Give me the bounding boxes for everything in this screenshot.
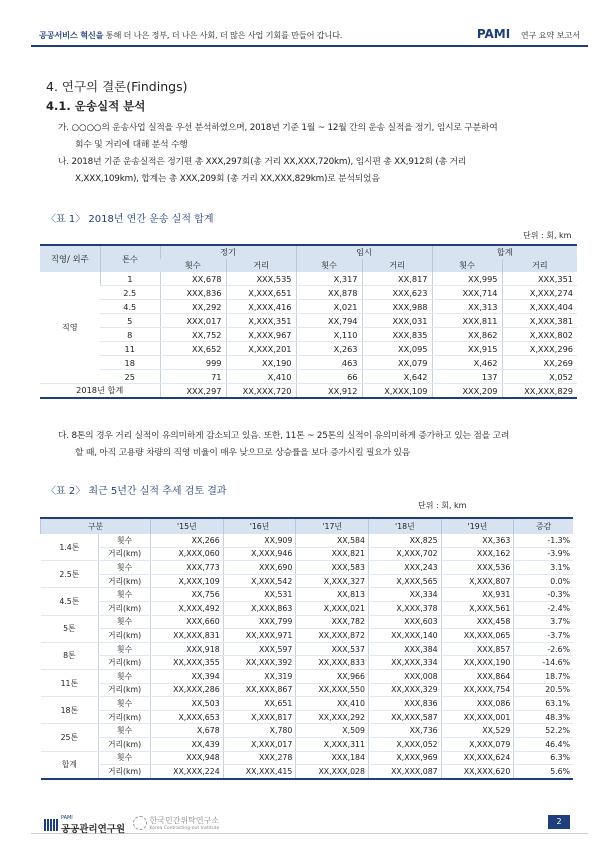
metric-label: 거리(km) bbox=[99, 601, 151, 615]
table-cell: XX,XXX,224 bbox=[151, 765, 224, 779]
table-cell: XXX,857 bbox=[441, 642, 514, 656]
table-cell: 48.3% bbox=[514, 710, 573, 724]
paragraph-da bbox=[58, 428, 509, 462]
table2-unit: 단위 : 회, km bbox=[418, 501, 467, 510]
table-cell: XX,909 bbox=[223, 534, 296, 547]
table-cell: XXX,031 bbox=[362, 314, 432, 328]
table-cell: XX,813 bbox=[296, 588, 369, 602]
table-cell: XX,825 bbox=[368, 534, 441, 547]
table-cell: XX,XXX,001 bbox=[441, 710, 514, 724]
table-row bbox=[41, 683, 574, 697]
metric-label: 횟수 bbox=[99, 615, 151, 629]
table-cell: X,110 bbox=[296, 328, 362, 342]
table-row bbox=[40, 342, 577, 356]
table-row bbox=[41, 669, 574, 683]
table-cell: XX,529 bbox=[441, 724, 514, 738]
table-cell: X,XXX,079 bbox=[441, 737, 514, 751]
table-cell: 18.7% bbox=[514, 669, 573, 683]
group-label: 직영 bbox=[40, 272, 100, 384]
table-cell: XX,XXX,831 bbox=[151, 629, 224, 643]
header-cell: '16년 bbox=[223, 518, 296, 534]
table-cell: XX,XXX,065 bbox=[441, 629, 514, 643]
metric-label: 거리(km) bbox=[99, 547, 151, 561]
header-cell: 톤수 bbox=[100, 245, 160, 272]
table-cell: XX,794 bbox=[296, 314, 362, 328]
table-cell: XX,XXX,833 bbox=[296, 656, 369, 670]
table-cell: XX,XXX,720 bbox=[226, 384, 296, 399]
table-cell: XX,XXX,620 bbox=[441, 765, 514, 779]
table1 bbox=[40, 244, 577, 399]
table-cell: 71 bbox=[160, 370, 226, 384]
table-cell: X,XXX,274 bbox=[502, 286, 577, 300]
table-cell: X,317 bbox=[296, 272, 362, 286]
table-cell: X,XXX,296 bbox=[502, 342, 577, 356]
table-cell: X,XXX,702 bbox=[368, 547, 441, 561]
table-cell: -3.7% bbox=[514, 629, 573, 643]
table-cell: XXX,597 bbox=[223, 642, 296, 656]
table-cell: XX,XXX,550 bbox=[296, 683, 369, 697]
table-cell: XX,095 bbox=[362, 342, 432, 356]
logo-sub-text: Korea Contracting-out Institute bbox=[149, 826, 220, 831]
ton-cell: 8 bbox=[100, 328, 160, 342]
table-cell: XX,XXX,028 bbox=[296, 765, 369, 779]
slogan-rest: 통해 더 나은 정부, 더 나은 사회, 더 많은 사업 기회를 만들어 갑니다. bbox=[103, 30, 343, 40]
table-row bbox=[40, 328, 577, 342]
table-cell: X,XXX,967 bbox=[226, 328, 296, 342]
section-title: 4. 연구의 결론(Findings) bbox=[46, 79, 188, 94]
table-cell: XXX,835 bbox=[362, 328, 432, 342]
table-cell: XX,651 bbox=[223, 697, 296, 711]
table-row bbox=[41, 547, 574, 561]
table-cell: XXX,918 bbox=[151, 642, 224, 656]
table-cell: XXX,603 bbox=[368, 615, 441, 629]
ton-cell: 1 bbox=[100, 272, 160, 286]
table-cell: X,XXX,807 bbox=[441, 574, 514, 588]
table-cell: XX,XXX,872 bbox=[296, 629, 369, 643]
table-cell: XXX,623 bbox=[362, 286, 432, 300]
table2-caption: 〈표 2〉 최근 5년간 실적 추세 검토 결과 bbox=[46, 486, 227, 497]
table-row bbox=[41, 737, 574, 751]
table-cell: XX,912 bbox=[296, 384, 362, 399]
paragraph-line: 다. 8톤의 경우 거리 실적이 유의미하게 감소되고 있음. 또한, 11톤 ~ 25톤의 실적이 유의미하게 증가하고 있는 점을 고려 bbox=[58, 431, 510, 441]
logo-pami bbox=[44, 815, 125, 835]
table-cell: XXX,536 bbox=[441, 561, 514, 575]
table-cell: -0.3% bbox=[514, 588, 573, 602]
table-cell: XX,XXX,286 bbox=[151, 683, 224, 697]
table-cell: X,XXX,378 bbox=[368, 601, 441, 615]
table-cell: XXX,243 bbox=[368, 561, 441, 575]
table-cell: XX,292 bbox=[160, 300, 226, 314]
table-cell: X,052 bbox=[502, 370, 577, 384]
table-cell: X,XXX,969 bbox=[368, 751, 441, 765]
metric-label: 횟수 bbox=[99, 588, 151, 602]
table-cell: XX,XXX,329 bbox=[368, 683, 441, 697]
table-cell: 66 bbox=[296, 370, 362, 384]
header-cell: 횟수 bbox=[160, 259, 226, 272]
table-cell: XXX,811 bbox=[432, 314, 502, 328]
ton-cell: 11 bbox=[100, 342, 160, 356]
paragraph-line: 할 때, 아직 고용량 차량의 직영 비율이 매우 낮으므로 상승률을 보다 증가시킬 필요가 있음 bbox=[75, 448, 411, 458]
metric-label: 횟수 bbox=[99, 669, 151, 683]
metric-label: 거리(km) bbox=[99, 765, 151, 779]
table-cell: XX,503 bbox=[151, 697, 224, 711]
page-header bbox=[31, 26, 588, 42]
table-cell: XXX,836 bbox=[368, 697, 441, 711]
header-slogan bbox=[39, 30, 342, 41]
table-cell: XXX,351 bbox=[502, 272, 577, 286]
table-cell: XXX,278 bbox=[223, 751, 296, 765]
table-cell: -3.9% bbox=[514, 547, 573, 561]
table-cell: X,780 bbox=[223, 724, 296, 738]
table-cell: XX,079 bbox=[362, 356, 432, 370]
table-row bbox=[40, 356, 577, 370]
table-cell: XX,995 bbox=[432, 272, 502, 286]
table-cell: XXX,864 bbox=[441, 669, 514, 683]
metric-label: 횟수 bbox=[99, 561, 151, 575]
table-cell: XX,XXX,190 bbox=[441, 656, 514, 670]
table-cell: XX,319 bbox=[223, 669, 296, 683]
table-cell: X,XXX,021 bbox=[296, 601, 369, 615]
brand-name: PAMI bbox=[476, 27, 511, 41]
table-row bbox=[41, 588, 574, 602]
table-cell: -2.4% bbox=[514, 601, 573, 615]
doc-type: 연구 요약 보고서 bbox=[520, 31, 580, 40]
table-cell: X,XXX,052 bbox=[368, 737, 441, 751]
table-cell: XXX,017 bbox=[160, 314, 226, 328]
table-cell: X,XXX,416 bbox=[226, 300, 296, 314]
total-label: 2018년 합계 bbox=[40, 384, 160, 399]
table-row bbox=[40, 272, 577, 286]
table-cell: X,263 bbox=[296, 342, 362, 356]
ton-cell: 2.5 bbox=[100, 286, 160, 300]
table-cell: XX,966 bbox=[296, 669, 369, 683]
metric-label: 거리(km) bbox=[99, 656, 151, 670]
table-cell: X,XXX,863 bbox=[223, 601, 296, 615]
table-cell: XXX,008 bbox=[368, 669, 441, 683]
table-cell: XXX,209 bbox=[432, 384, 502, 399]
table-cell: X,XXX,946 bbox=[223, 547, 296, 561]
table-row bbox=[41, 561, 574, 575]
metric-label: 횟수 bbox=[99, 642, 151, 656]
metric-label: 거리(km) bbox=[99, 683, 151, 697]
table-cell: XXX,537 bbox=[296, 642, 369, 656]
page-number: 2 bbox=[548, 815, 570, 829]
table-cell: XXX,988 bbox=[362, 300, 432, 314]
metric-label: 횟수 bbox=[99, 724, 151, 738]
table-row bbox=[41, 751, 574, 765]
table-cell: XXX,162 bbox=[441, 547, 514, 561]
table-cell: XXX,714 bbox=[432, 286, 502, 300]
table-cell: 3.1% bbox=[514, 561, 573, 575]
header-cell: '15년 bbox=[151, 518, 224, 534]
metric-label: 횟수 bbox=[99, 751, 151, 765]
table-cell: XXX,773 bbox=[151, 561, 224, 575]
table-total-row bbox=[40, 384, 577, 399]
table-cell: XX,678 bbox=[160, 272, 226, 286]
header-cell: 횟수 bbox=[432, 259, 502, 272]
table-cell: X,XXX,492 bbox=[151, 601, 224, 615]
table-row bbox=[41, 697, 574, 711]
group-label: 5톤 bbox=[41, 615, 99, 642]
metric-label: 거리(km) bbox=[99, 574, 151, 588]
table-row bbox=[41, 642, 574, 656]
ton-cell: 25 bbox=[100, 370, 160, 384]
table-row bbox=[41, 629, 574, 643]
table-row bbox=[41, 656, 574, 670]
table-cell: X,XXX,327 bbox=[296, 574, 369, 588]
table-row bbox=[40, 370, 577, 384]
table-cell: XXX,821 bbox=[296, 547, 369, 561]
table-cell: XX,931 bbox=[441, 588, 514, 602]
header-cell: 거리 bbox=[226, 259, 296, 272]
table-cell: -14.6% bbox=[514, 656, 573, 670]
header-cell: '17년 bbox=[296, 518, 369, 534]
header-brand bbox=[477, 27, 580, 41]
table-cell: XX,756 bbox=[151, 588, 224, 602]
table-cell: XX,736 bbox=[368, 724, 441, 738]
header-cell: 거리 bbox=[362, 259, 432, 272]
table-cell: XX,915 bbox=[432, 342, 502, 356]
metric-label: 횟수 bbox=[99, 697, 151, 711]
group-label: 합계 bbox=[41, 751, 99, 779]
paragraph-line: 가. ○○○○의 운송사업 실적을 우선 분석하였으며, 2018년 기준 1월 ~ 12월 간의 운송 실적을 정기, 임시로 구분하여 bbox=[58, 123, 498, 133]
paragraph-na bbox=[58, 154, 466, 188]
table-cell: XX,334 bbox=[368, 588, 441, 602]
ton-cell: 5 bbox=[100, 314, 160, 328]
metric-label: 횟수 bbox=[99, 534, 151, 547]
table-cell: 46.4% bbox=[514, 737, 573, 751]
table-row bbox=[40, 314, 577, 328]
table-cell: XX,752 bbox=[160, 328, 226, 342]
table-row bbox=[41, 574, 574, 588]
table-cell: -2.6% bbox=[514, 642, 573, 656]
ton-cell: 18 bbox=[100, 356, 160, 370]
group-label: 4.5톤 bbox=[41, 588, 99, 615]
metric-label: 거리(km) bbox=[99, 737, 151, 751]
table-cell: X,XXX,381 bbox=[502, 314, 577, 328]
table-cell: X,XXX,542 bbox=[223, 574, 296, 588]
table-cell: X,642 bbox=[362, 370, 432, 384]
header-cell: 구분 bbox=[41, 518, 151, 534]
table-cell: 0.0% bbox=[514, 574, 573, 588]
header-cell: 직영/ 외주 bbox=[40, 245, 100, 272]
table-cell: XX,XXX,587 bbox=[368, 710, 441, 724]
header-cell: 횟수 bbox=[296, 259, 362, 272]
table-cell: XX,XXX,754 bbox=[441, 683, 514, 697]
table-cell: 463 bbox=[296, 356, 362, 370]
table1-caption: 〈표 1〉 2018년 연간 운송 실적 합계 bbox=[46, 214, 214, 225]
table-cell: 52.2% bbox=[514, 724, 573, 738]
table-cell: X,XXX,565 bbox=[368, 574, 441, 588]
table-cell: XX,269 bbox=[502, 356, 577, 370]
metric-label: 거리(km) bbox=[99, 710, 151, 724]
table-cell: X,XXX,817 bbox=[223, 710, 296, 724]
table-cell: XX,862 bbox=[432, 328, 502, 342]
table-cell: X,XXX,653 bbox=[151, 710, 224, 724]
table-cell: X,XXX,404 bbox=[502, 300, 577, 314]
table-cell: XX,XXX,624 bbox=[441, 751, 514, 765]
table-cell: 999 bbox=[160, 356, 226, 370]
group-label: 11톤 bbox=[41, 669, 99, 696]
table-cell: X,XXX,802 bbox=[502, 328, 577, 342]
table-cell: X,XXX,201 bbox=[226, 342, 296, 356]
table-cell: X,XXX,351 bbox=[226, 314, 296, 328]
table-row bbox=[41, 601, 574, 615]
table-cell: XXX,583 bbox=[296, 561, 369, 575]
table-cell: XX,XXX,392 bbox=[223, 656, 296, 670]
table-cell: XXX,184 bbox=[296, 751, 369, 765]
table-cell: XX,XXX,829 bbox=[502, 384, 577, 399]
table-cell: XXX,086 bbox=[441, 697, 514, 711]
table-cell: 20.5% bbox=[514, 683, 573, 697]
table-cell: XXX,948 bbox=[151, 751, 224, 765]
table-cell: X,XXX,651 bbox=[226, 286, 296, 300]
table-cell: XX,531 bbox=[223, 588, 296, 602]
logo-bars-icon bbox=[44, 819, 58, 831]
table-cell: -1.3% bbox=[514, 534, 573, 547]
table-cell: XX,XXX,087 bbox=[368, 765, 441, 779]
table-cell: X,XXX,311 bbox=[296, 737, 369, 751]
header-divider bbox=[31, 45, 588, 47]
table-cell: XX,266 bbox=[151, 534, 224, 547]
table-row bbox=[41, 710, 574, 724]
table-cell: X,XXX,109 bbox=[151, 574, 224, 588]
table-row bbox=[41, 724, 574, 738]
group-label: 25톤 bbox=[41, 724, 99, 751]
table-cell: XX,XXX,140 bbox=[368, 629, 441, 643]
table-cell: XXX,458 bbox=[441, 615, 514, 629]
group-label: 8톤 bbox=[41, 642, 99, 669]
table-cell: 3.7% bbox=[514, 615, 573, 629]
table-row bbox=[41, 534, 574, 547]
paragraph-line: 회수 및 거리에 대해 분석 수행 bbox=[75, 140, 188, 150]
paragraph-line: 나. 2018년 기준 운송실적은 정기편 총 XXX,297회(총 거리 XX,XXX,720km), 임시편 총 XX,912회 (총 거리 bbox=[58, 157, 467, 167]
table-cell: 5.6% bbox=[514, 765, 573, 779]
group-label: 2.5톤 bbox=[41, 561, 99, 588]
table-cell: X,678 bbox=[151, 724, 224, 738]
logo-text: 공공관리연구원 bbox=[60, 824, 126, 835]
header-cell: 거리 bbox=[502, 259, 577, 272]
table-cell: XX,363 bbox=[441, 534, 514, 547]
table-cell: XXX,799 bbox=[223, 615, 296, 629]
header-cell: 정기 bbox=[160, 245, 296, 259]
table-cell: XX,XXX,867 bbox=[223, 683, 296, 697]
table-cell: X,XXX,109 bbox=[362, 384, 432, 399]
table-row bbox=[41, 615, 574, 629]
table-cell: 137 bbox=[432, 370, 502, 384]
table1-unit: 단위 : 회, km bbox=[523, 231, 572, 240]
table-cell: XX,XXX,415 bbox=[223, 765, 296, 779]
table-row bbox=[40, 300, 577, 314]
table-cell: X,410 bbox=[226, 370, 296, 384]
table-row bbox=[40, 286, 577, 300]
table-cell: XX,878 bbox=[296, 286, 362, 300]
table-cell: XXX,384 bbox=[368, 642, 441, 656]
table-cell: XX,394 bbox=[151, 669, 224, 683]
table-cell: X,XXX,060 bbox=[151, 547, 224, 561]
header-cell: 임시 bbox=[296, 245, 432, 259]
table2 bbox=[40, 517, 573, 780]
table-cell: X,462 bbox=[432, 356, 502, 370]
table-cell: XX,313 bbox=[432, 300, 502, 314]
table-cell: XX,XXX,292 bbox=[296, 710, 369, 724]
table-cell: XX,XXX,971 bbox=[223, 629, 296, 643]
table-cell: X,021 bbox=[296, 300, 362, 314]
paragraph-line: X,XXX,109km), 합계는 총 XXX,209회 (총 거리 XX,XXX,829km)로 분석되었음 bbox=[75, 174, 380, 184]
header-cell: '18년 bbox=[368, 518, 441, 534]
header-cell: 합계 bbox=[432, 245, 577, 259]
table-cell: XXX,535 bbox=[226, 272, 296, 286]
table-cell: XX,XXX,334 bbox=[368, 656, 441, 670]
ton-cell: 4.5 bbox=[100, 300, 160, 314]
section-subtitle: 4.1. 운송실적 분석 bbox=[46, 99, 146, 113]
table-cell: XXX,690 bbox=[223, 561, 296, 575]
table-cell: XX,817 bbox=[362, 272, 432, 286]
header-cell: 증감 bbox=[514, 518, 573, 534]
table-cell: XX,XXX,355 bbox=[151, 656, 224, 670]
table-cell: XX,410 bbox=[296, 697, 369, 711]
header-cell: '19년 bbox=[441, 518, 514, 534]
table-cell: X,509 bbox=[296, 724, 369, 738]
table-cell: XX,190 bbox=[226, 356, 296, 370]
table-cell: XXX,297 bbox=[160, 384, 226, 399]
table-cell: XX,439 bbox=[151, 737, 224, 751]
logo-small-text: PAMI bbox=[60, 815, 73, 821]
table-cell: XXX,782 bbox=[296, 615, 369, 629]
table-cell: XX,584 bbox=[296, 534, 369, 547]
table-cell: 63.1% bbox=[514, 697, 573, 711]
table-cell: XXX,660 bbox=[151, 615, 224, 629]
table-cell: XXX,836 bbox=[160, 286, 226, 300]
logo-kcoi bbox=[133, 815, 219, 831]
group-label: 18톤 bbox=[41, 697, 99, 724]
metric-label: 거리(km) bbox=[99, 629, 151, 643]
table-cell: XX,652 bbox=[160, 342, 226, 356]
logo-circle-icon bbox=[133, 816, 147, 830]
table-cell: 6.3% bbox=[514, 751, 573, 765]
slogan-emphasis: 공공서비스 혁신을 bbox=[39, 30, 104, 40]
table-row bbox=[41, 765, 574, 779]
group-label: 1.4톤 bbox=[41, 534, 99, 561]
logo-text: 한국민간위탁연구소 bbox=[149, 816, 220, 825]
table-cell: X,XXX,561 bbox=[441, 601, 514, 615]
table-cell: X,XXX,017 bbox=[223, 737, 296, 751]
paragraph-ga bbox=[58, 120, 498, 154]
